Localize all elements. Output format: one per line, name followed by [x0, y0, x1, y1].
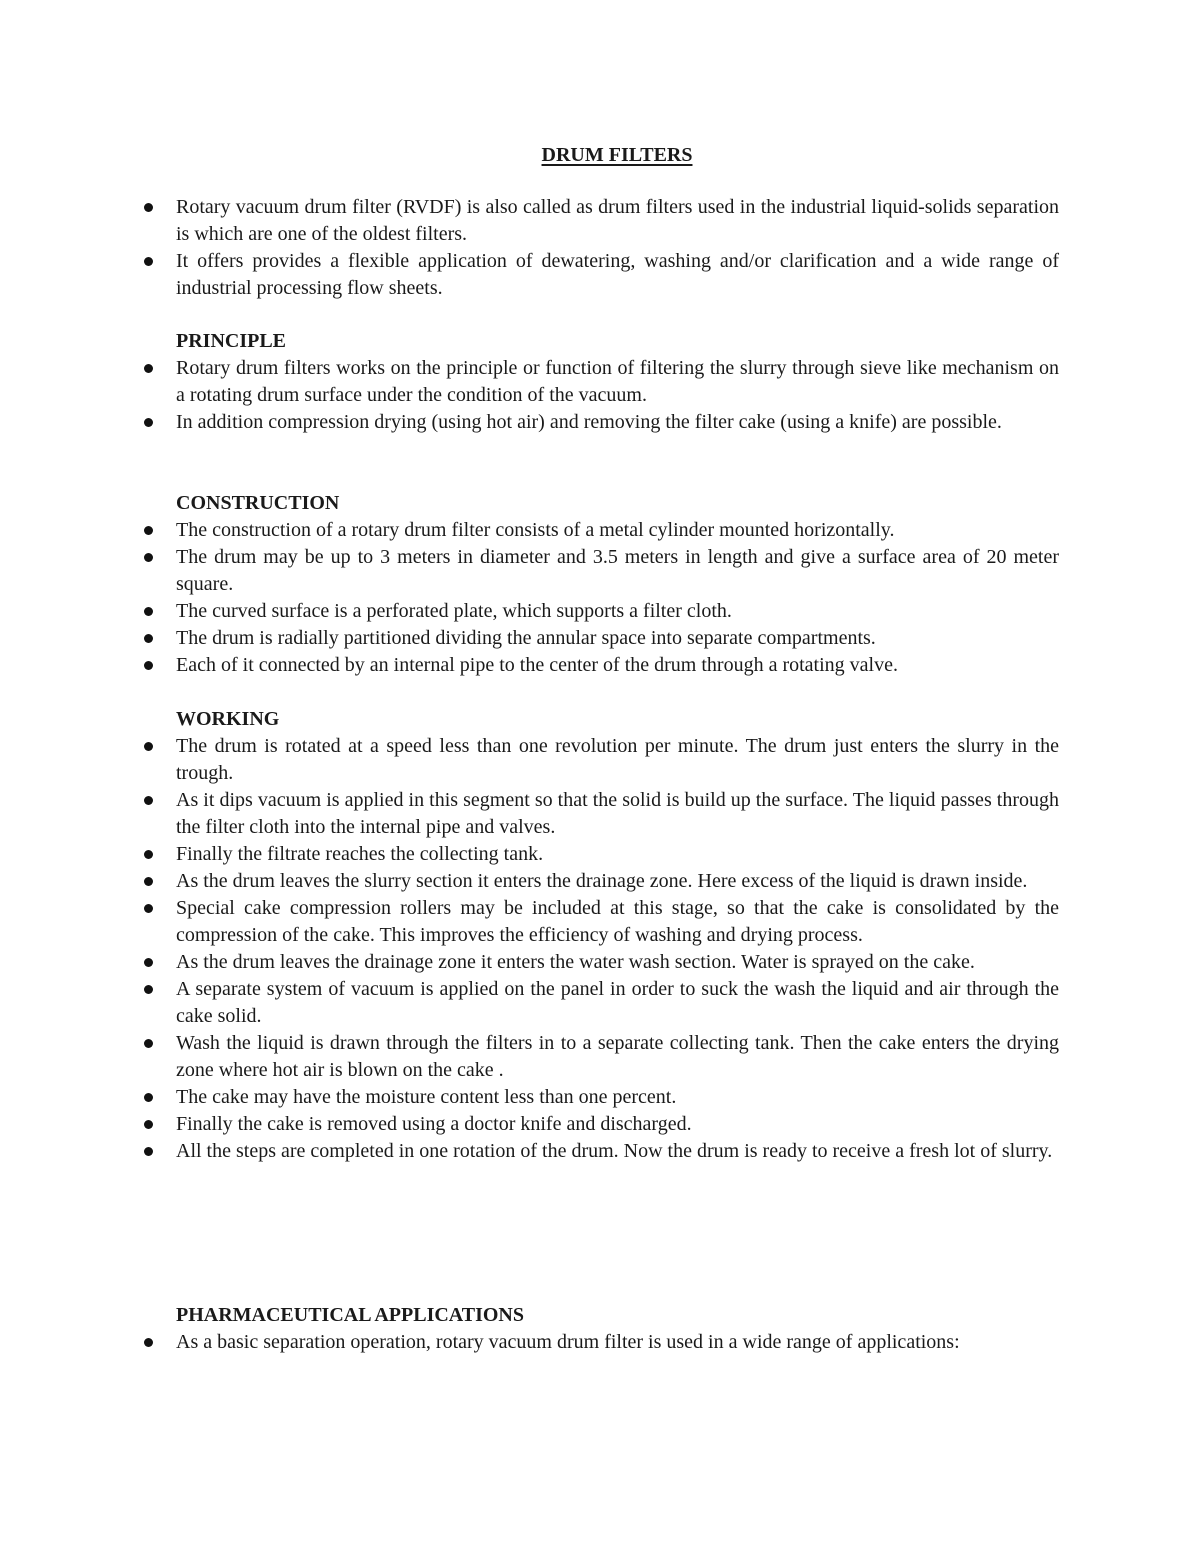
- list-item: [141, 517, 1059, 544]
- bullet-icon: [144, 364, 153, 373]
- list-item: [141, 1138, 1059, 1165]
- list-item: [141, 949, 1059, 976]
- construction-section: [141, 490, 1059, 679]
- bullet-icon: [144, 904, 153, 913]
- list-item: [141, 652, 1059, 679]
- list-item-text: In addition compression drying (using hot air) and removing the filter cake (using a knife) are possible.: [176, 411, 1002, 433]
- bullet-icon: [144, 742, 153, 751]
- list-item: [141, 733, 1059, 787]
- list-item: [141, 598, 1059, 625]
- working-list: [141, 733, 1059, 1165]
- list-item-text: Special cake compression rollers may be included at this stage, so that the cake is consolidated by the compression of the cake. This improves the efficiency of washing and drying process.: [176, 897, 1059, 946]
- bullet-icon: [144, 257, 153, 266]
- page-title: DRUM FILTERS: [541, 144, 693, 166]
- list-item-text: Finally the cake is removed using a doctor knife and discharged.: [176, 1113, 692, 1135]
- bullet-icon: [144, 985, 153, 994]
- list-item: [141, 787, 1059, 841]
- list-item-text: As the drum leaves the drainage zone it enters the water wash section. Water is sprayed on the cake.: [176, 951, 975, 973]
- bullet-icon: [144, 661, 153, 670]
- working-section: [141, 706, 1059, 1165]
- list-item: [141, 248, 1059, 302]
- bullet-icon: [144, 203, 153, 212]
- bullet-icon: [144, 634, 153, 643]
- list-item-text: As it dips vacuum is applied in this segment so that the solid is build up the surface. The liquid passes through the filter cloth into the internal pipe and valves.: [176, 789, 1059, 838]
- list-item-text: The cake may have the moisture content less than one percent.: [176, 1086, 677, 1108]
- list-item: [141, 625, 1059, 652]
- bullet-icon: [144, 1039, 153, 1048]
- list-item: [141, 409, 1059, 436]
- bullet-icon: [144, 1338, 153, 1347]
- list-item-text: All the steps are completed in one rotation of the drum. Now the drum is ready to receive a fresh lot of slurry.: [176, 1140, 1053, 1162]
- list-item: [141, 976, 1059, 1030]
- section-heading-working: WORKING: [176, 708, 280, 730]
- list-item: [141, 544, 1059, 598]
- bullet-icon: [144, 1147, 153, 1156]
- section-heading-applications: PHARMACEUTICAL APPLICATIONS: [176, 1304, 524, 1326]
- list-item: [141, 355, 1059, 409]
- bullet-icon: [144, 850, 153, 859]
- bullet-icon: [144, 553, 153, 562]
- list-item-text: Rotary vacuum drum filter (RVDF) is also called as drum filters used in the industrial liquid-solids separation is which are one of the oldest filters.: [176, 196, 1059, 245]
- list-item: [141, 1030, 1059, 1084]
- list-item-text: The curved surface is a perforated plate, which supports a filter cloth.: [176, 600, 732, 622]
- bullet-icon: [144, 418, 153, 427]
- list-item: [141, 1329, 1059, 1356]
- list-item-text: As the drum leaves the slurry section it enters the drainage zone. Here excess of the liquid is drawn inside.: [176, 870, 1028, 892]
- list-item-text: The drum may be up to 3 meters in diameter and 3.5 meters in length and give a surface area of 20 meter square.: [176, 546, 1059, 595]
- bullet-icon: [144, 526, 153, 535]
- list-item-text: Rotary drum filters works on the principle or function of filtering the slurry through sieve like mechanism on a rotating drum surface under the condition of the vacuum.: [176, 357, 1059, 406]
- list-item-text: Each of it connected by an internal pipe to the center of the drum through a rotating valve.: [176, 654, 898, 676]
- section-heading-construction: CONSTRUCTION: [176, 492, 340, 514]
- applications-list: [141, 1329, 1059, 1356]
- bullet-icon: [144, 877, 153, 886]
- principle-list: [141, 355, 1059, 436]
- list-item-text: Wash the liquid is drawn through the filters in to a separate collecting tank. Then the cake enters the drying zone where hot air is blown on the cake .: [176, 1032, 1059, 1081]
- list-item-text: A separate system of vacuum is applied on the panel in order to suck the wash the liquid and air through the cake solid.: [176, 978, 1059, 1027]
- list-item: [141, 868, 1059, 895]
- list-item: [141, 194, 1059, 248]
- intro-list: [141, 194, 1059, 302]
- list-item-text: The construction of a rotary drum filter consists of a metal cylinder mounted horizontally.: [176, 519, 895, 541]
- bullet-icon: [144, 607, 153, 616]
- list-item-text: As a basic separation operation, rotary vacuum drum filter is used in a wide range of applications:: [176, 1331, 960, 1353]
- list-item: [141, 841, 1059, 868]
- intro-section: [141, 194, 1059, 302]
- list-item-text: The drum is radially partitioned dividing the annular space into separate compartments.: [176, 627, 876, 649]
- bullet-icon: [144, 958, 153, 967]
- applications-section: [141, 1302, 1059, 1356]
- list-item: [141, 1111, 1059, 1138]
- list-item-text: It offers provides a flexible application of dewatering, washing and/or clarification and a wide range of industrial processing flow sheets.: [176, 250, 1059, 299]
- principle-section: [141, 328, 1059, 436]
- list-item-text: Finally the filtrate reaches the collecting tank.: [176, 843, 544, 865]
- list-item: [141, 1084, 1059, 1111]
- list-item-text: The drum is rotated at a speed less than one revolution per minute. The drum just enters the slurry in the trough.: [176, 735, 1059, 784]
- bullet-icon: [144, 796, 153, 805]
- construction-list: [141, 517, 1059, 679]
- list-item: [141, 895, 1059, 949]
- bullet-icon: [144, 1120, 153, 1129]
- bullet-icon: [144, 1093, 153, 1102]
- section-heading-principle: PRINCIPLE: [176, 330, 287, 352]
